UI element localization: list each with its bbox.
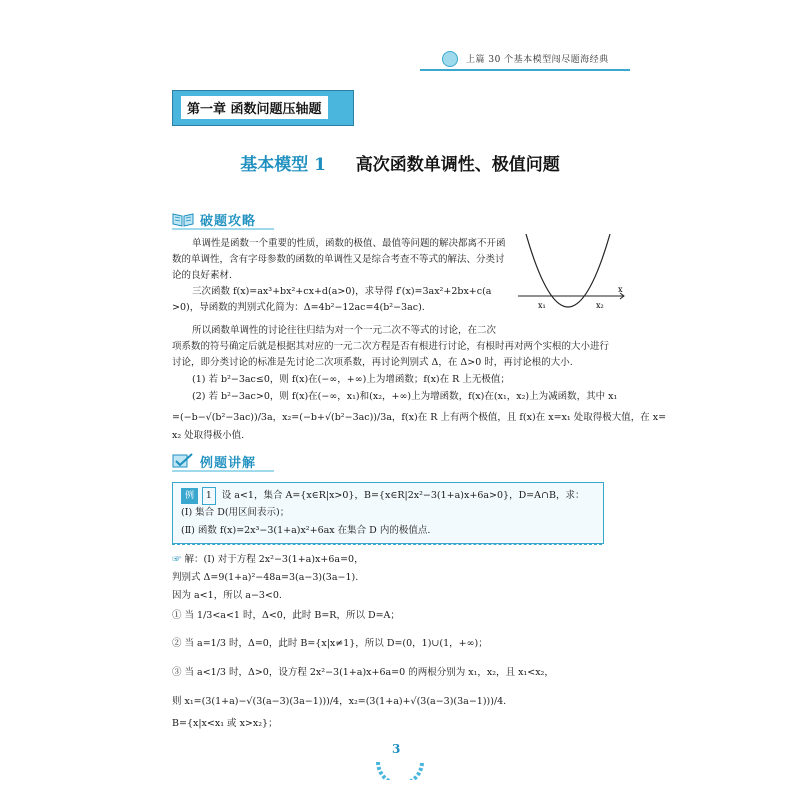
example-divider <box>172 544 602 545</box>
page-footer <box>370 740 430 780</box>
model-prefix: 基本模型 1 <box>240 155 326 175</box>
example-badge: 例 <box>181 488 198 504</box>
example-part-2: (Ⅱ) 函数 f(x)=2x³−3(1+a)x²+6ax 在集合 D 内的极值点. <box>181 525 431 536</box>
graph-label-axis: x <box>618 285 623 294</box>
section-underline <box>172 470 274 472</box>
strategy-line: >0)，导函数的判别式化简为：Δ=4b²−12ac=4(b²−3ac). <box>172 302 425 313</box>
section-example-heading <box>172 450 282 472</box>
chapter-title: 第一章 函数问题压轴题 <box>181 96 328 119</box>
example-statement: 设 a<1，集合 A={x∈R|x>0}，B={x∈R|2x²−3(1+a)x+6a>0}，D=A∩B，求： <box>221 490 585 501</box>
page-number: 3 <box>392 742 401 756</box>
solution-case-2: ② 当 a=1/3 时，Δ=0，此时 B={x|x≠1}，所以 D=(0，1)∪(1，+∞)； <box>172 638 488 649</box>
strategy-line: x₂ 处取得极小值. <box>172 430 245 441</box>
checkmark-icon <box>172 453 194 469</box>
solution-line: 因为 a<1，所以 a−3<0. <box>172 590 282 601</box>
solution-line: 则 x₁=(3(1+a)−√(3(a−3)(3a−1)))/4，x₂=(3(1+a)+√(3(a−3)(3a−1)))/4. <box>172 696 507 707</box>
example-box <box>172 482 604 544</box>
strategy-line: 项系数的符号确定后就是根据其对应的一元二次方程是否有根进行讨论，有根时再对两个实根的大小进行 <box>172 341 610 352</box>
strategy-line: 所以函数单调性的讨论往往归结为对一个一元二次不等式的讨论，在二次 <box>192 325 497 336</box>
header-rule <box>420 69 630 71</box>
model-heading <box>0 150 800 175</box>
section-underline <box>172 228 274 230</box>
strategy-line: 讨论，即分类讨论的标准是先讨论二次项系数，再讨论判别式 Δ，在 Δ>0 时，再讨论根的大小. <box>172 357 573 368</box>
strategy-line: 数的单调性，含有字母参数的函数的单调性又是综合考查不等式的解法、分类讨 <box>172 254 505 265</box>
section-strategy-title: 破题攻略 <box>200 213 257 229</box>
open-book-icon <box>172 211 194 227</box>
header-circle-icon <box>442 51 458 67</box>
solution-marker-icon: ☞ <box>172 554 182 565</box>
strategy-line: 单调性是函数一个重要的性质，函数的极值、最值等问题的解决都离不开函 <box>192 238 506 249</box>
strategy-line: 论的良好素材. <box>172 270 233 281</box>
solution-text: 解：(Ⅰ) 对于方程 2x²−3(1+a)x+6a=0， <box>184 554 364 565</box>
running-header <box>420 48 630 70</box>
model-title: 高次函数单调性、极值问题 <box>355 155 560 175</box>
solution-line <box>172 552 364 568</box>
graph-label-x1: x₁ <box>538 301 546 310</box>
strategy-case-1: (1) 若 b²−3ac≤0，则 f(x)在(−∞，+∞)上为增函数；f(x)在 R 上无极值； <box>192 374 510 385</box>
solution-case-1: ① 当 1/3<a<1 时，Δ<0，此时 B=R，所以 D=A； <box>172 610 400 621</box>
header-text: 上篇 30 个基本模型闯尽题海经典 <box>466 55 609 65</box>
graph-label-x2: x₂ <box>596 301 604 310</box>
section-strategy-heading <box>172 208 282 230</box>
example-number: 1 <box>202 487 216 505</box>
section-example-title: 例题讲解 <box>200 455 257 471</box>
example-part-1: (Ⅰ) 集合 D(用区间表示)； <box>181 507 290 518</box>
example-line-1 <box>181 487 584 505</box>
chapter-banner <box>172 90 354 126</box>
derivative-parabola-graph <box>518 230 628 320</box>
strategy-line: =(−b−√(b²−3ac))/3a，x₂=(−b+√(b²−3ac))/3a，f(x)在 R 上有两个极值，且 f(x)在 x=x₁ 处取得极大值，在 x= <box>172 412 667 423</box>
solution-line: 判别式 Δ=9(1+a)²−48a=3(a−3)(3a−1). <box>172 572 359 583</box>
strategy-case-2: (2) 若 b²−3ac>0，则 f(x)在(−∞，x₁)和(x₂，+∞)上为增函数，f(x)在(x₁，x₂)上为减函数，其中 x₁ <box>192 391 618 402</box>
solution-case-3: ③ 当 a<1/3 时，Δ>0，设方程 2x²−3(1+a)x+6a=0 的两根分别为 x₁，x₂，且 x₁<x₂， <box>172 667 554 678</box>
solution-line: B={x|x<x₁ 或 x>x₂}； <box>172 718 278 729</box>
strategy-line: 三次函数 f(x)=ax³+bx²+cx+d(a>0)，求导得 f′(x)=3ax²+2bx+c(a <box>192 286 492 297</box>
